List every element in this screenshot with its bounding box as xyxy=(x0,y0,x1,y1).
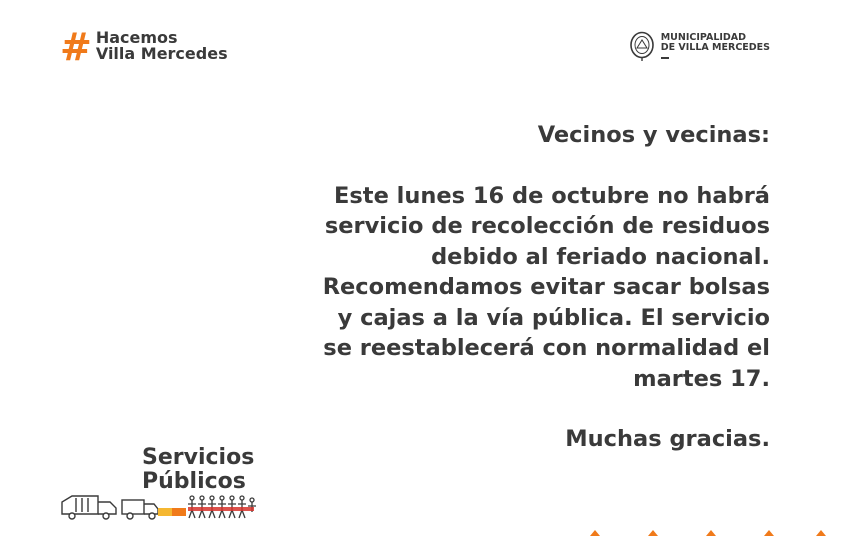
decorative-marks-icon xyxy=(590,528,830,536)
message-line: debido al feriado nacional. xyxy=(431,243,770,270)
municipality-line-1: MUNICIPALIDAD xyxy=(660,32,747,43)
hash-logo-mark: # xyxy=(60,25,92,69)
message-line: servicio de recolección de residuos xyxy=(324,213,770,239)
brand-line-1: Hacemos xyxy=(95,28,178,47)
services-illustration-icon xyxy=(58,490,263,522)
message-line: y cajas a la vía pública. El servicio xyxy=(337,304,770,331)
dump-truck-icon xyxy=(122,500,158,519)
announcement-message xyxy=(270,120,770,455)
message-closing: Muchas gracias. xyxy=(565,426,770,452)
services-title xyxy=(142,446,254,494)
brand-wordmark xyxy=(96,30,228,62)
message-line: Este lunes 16 de octubre no habrá xyxy=(334,182,770,209)
message-body xyxy=(270,181,770,395)
muni-underline xyxy=(661,57,669,59)
message-line: se reestablecerá con normalidad el xyxy=(323,335,770,361)
municipal-seal-icon xyxy=(629,31,655,61)
municipality-name xyxy=(661,33,770,59)
brand-line-2: Villa Mercedes xyxy=(95,44,228,63)
services-line-1: Servicios xyxy=(142,445,255,470)
municipality-logo xyxy=(629,31,770,61)
brand-logo xyxy=(60,25,228,69)
municipality-line-2: DE VILLA MERCEDES xyxy=(660,42,770,53)
garbage-truck-icon xyxy=(62,496,116,519)
services-line-2: Públicos xyxy=(142,469,246,494)
message-line: martes 17. xyxy=(633,365,770,392)
message-line: Recomendamos evitar sacar bolsas xyxy=(322,274,770,300)
message-greeting: Vecinos y vecinas: xyxy=(537,122,770,148)
